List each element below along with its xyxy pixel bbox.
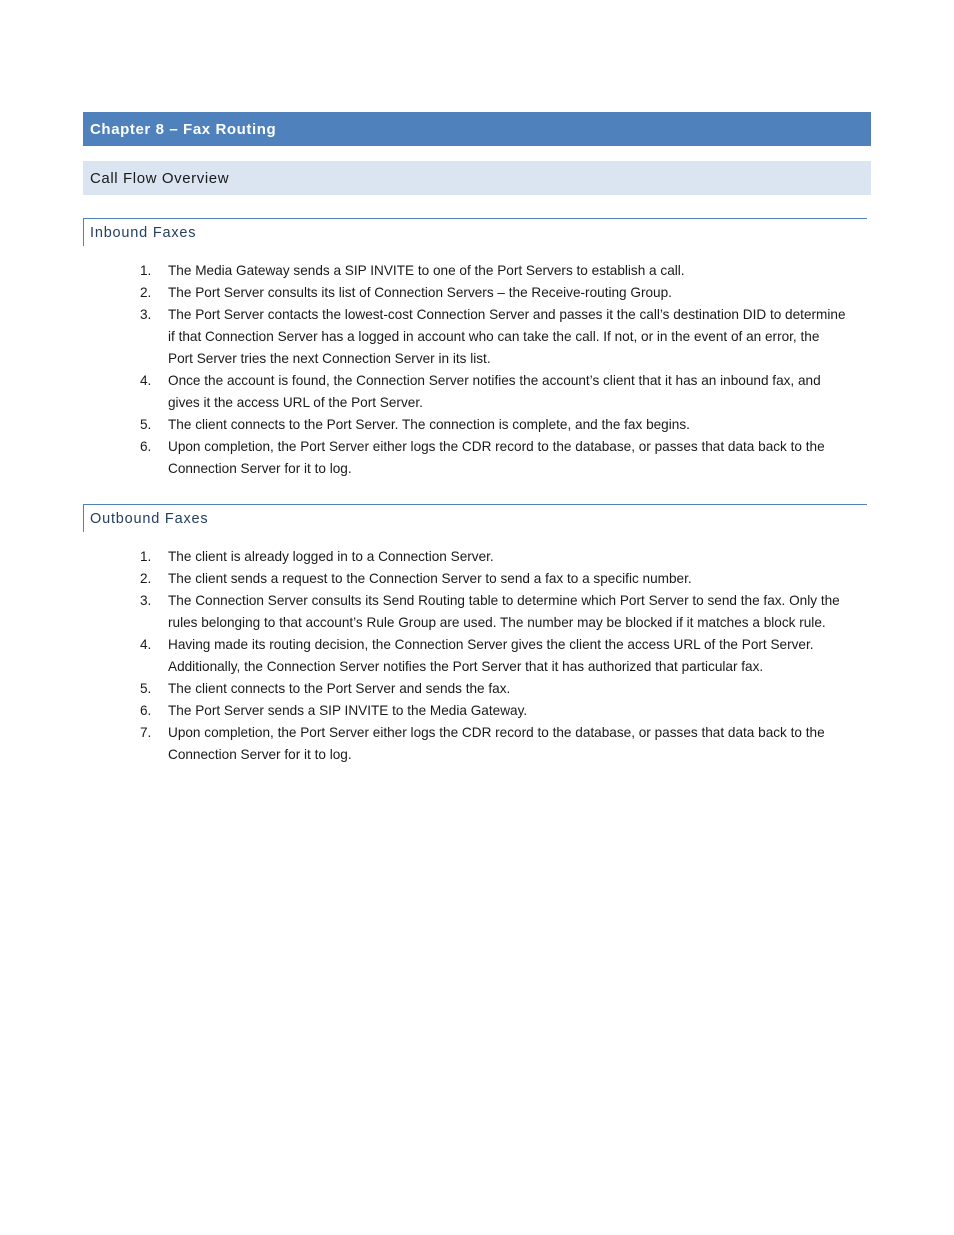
- list-item-number: 4.: [140, 373, 152, 388]
- list-item-number: 1.: [140, 549, 152, 564]
- list-item: [0, 370, 848, 414]
- list-item-number: 1.: [140, 263, 152, 278]
- list-item-number: 4.: [140, 637, 152, 652]
- list-item: [0, 260, 848, 282]
- outbound-steps-list: [0, 546, 954, 766]
- list-item: [0, 634, 848, 678]
- list-item-text: The Media Gateway sends a SIP INVITE to one of the Port Servers to establish a call.: [168, 263, 685, 278]
- list-item: [0, 590, 848, 634]
- list-item-number: 6.: [140, 439, 152, 454]
- list-item-text: The Connection Server consults its Send Routing table to determine which Port Server to send the fax. Only the rules belonging to that account’s Rule Group are used. The number may be blocked if it matches a block rule.: [168, 593, 840, 630]
- list-item-number: 6.: [140, 703, 152, 718]
- list-item-text: The client is already logged in to a Connection Server.: [168, 549, 494, 564]
- list-item-text: The Port Server consults its list of Connection Servers – the Receive-routing Group.: [168, 285, 672, 300]
- list-item: [0, 282, 848, 304]
- list-item-text: Having made its routing decision, the Connection Server gives the client the access URL of the Port Server. Additionally, the Connection Server notifies the Port Server that it has authorized that particular fax.: [168, 637, 814, 674]
- list-item-number: 3.: [140, 307, 152, 322]
- list-item: [0, 678, 848, 700]
- chapter-heading: [83, 112, 871, 146]
- section-heading: [83, 161, 871, 195]
- outbound-faxes-heading: [83, 504, 867, 532]
- list-item-text: The client connects to the Port Server. The connection is complete, and the fax begins.: [168, 417, 690, 432]
- list-item: [0, 700, 848, 722]
- list-item: [0, 722, 848, 766]
- list-item-text: The client connects to the Port Server and sends the fax.: [168, 681, 511, 696]
- list-item-text: The Port Server sends a SIP INVITE to the Media Gateway.: [168, 703, 528, 718]
- list-item: [0, 304, 848, 370]
- inbound-steps-list: [0, 260, 954, 480]
- list-item-number: 3.: [140, 593, 152, 608]
- list-item-number: 5.: [140, 681, 152, 696]
- section-title: Call Flow Overview: [90, 169, 230, 187]
- list-item-number: 2.: [140, 285, 152, 300]
- list-item: [0, 546, 848, 568]
- list-item-number: 5.: [140, 417, 152, 432]
- list-item-text: Once the account is found, the Connection Server notifies the account’s client that it has an inbound fax, and gives it the access URL of the Port Server.: [168, 373, 821, 410]
- list-item-text: Upon completion, the Port Server either logs the CDR record to the database, or passes that data back to the Connection Server for it to log.: [168, 725, 825, 762]
- chapter-title: Chapter 8 – Fax Routing: [90, 120, 277, 138]
- list-item-number: 2.: [140, 571, 152, 586]
- list-item: [0, 436, 848, 480]
- inbound-faxes-heading: [83, 218, 867, 246]
- outbound-faxes-title: Outbound Faxes: [90, 511, 209, 527]
- inbound-faxes-title: Inbound Faxes: [90, 225, 197, 241]
- list-item: [0, 414, 848, 436]
- list-item-text: Upon completion, the Port Server either logs the CDR record to the database, or passes that data back to the Connection Server for it to log.: [168, 439, 825, 476]
- list-item-text: The Port Server contacts the lowest-cost Connection Server and passes it the call’s destination DID to determine if that Connection Server has a logged in account who can take the call. If not, or in the event of an error, the Port Server tries the next Connection Server in its list.: [168, 307, 846, 366]
- list-item: [0, 568, 848, 590]
- list-item-text: The client sends a request to the Connection Server to send a fax to a specific number.: [168, 571, 692, 586]
- list-item-number: 7.: [140, 725, 152, 740]
